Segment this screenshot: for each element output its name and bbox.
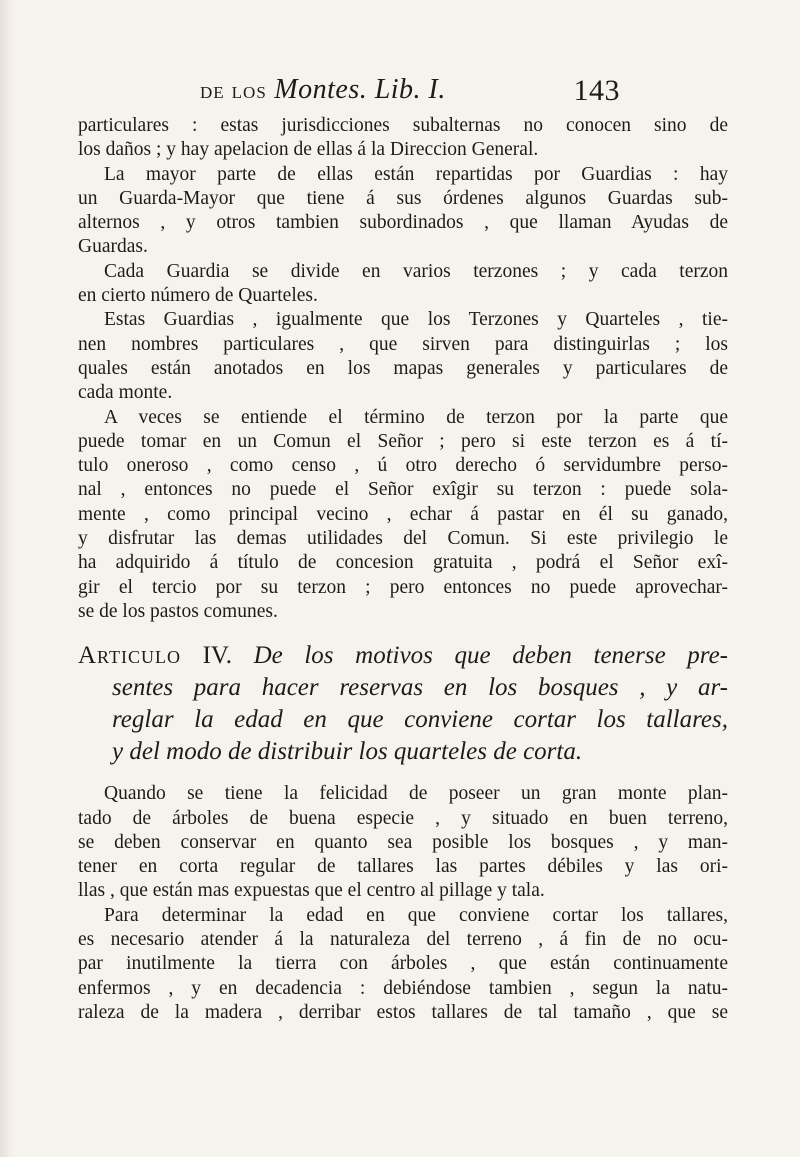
paragraph bbox=[78, 904, 728, 1025]
text-line: alternos , y otros tambien subordinados , que llaman Ayudas de bbox=[78, 212, 728, 234]
text-line: raleza de la madera , derribar estos tallares de tal tamaño , que se bbox=[78, 1001, 728, 1023]
article-label: Articulo bbox=[78, 642, 181, 670]
text-line: La mayor parte de ellas están repartidas por Guardias : hay bbox=[104, 163, 728, 185]
text-line: enfermos , y en decadencia : debiéndose tambien , segun la natu- bbox=[78, 977, 728, 999]
running-head bbox=[200, 74, 620, 114]
text-line: cada monte. bbox=[78, 382, 173, 404]
text-line: los daños ; y hay apelacion de ellas á la Direccion General. bbox=[78, 139, 539, 161]
text-line: tado de árboles de buena especie , y situado en buen terreno, bbox=[78, 807, 728, 829]
text-line: se deben conservar en quanto sea posible los bosques , y man- bbox=[78, 831, 728, 853]
text-line: Estas Guardias , igualmente que los Terzones y Quarteles , tie- bbox=[104, 309, 728, 331]
text-block bbox=[78, 114, 728, 1025]
paragraph bbox=[78, 406, 728, 625]
running-head-prefix: de los bbox=[200, 78, 267, 104]
article-title-line: reglar la edad en que conviene cortar los tallares, bbox=[112, 706, 728, 734]
text-line: particulares : estas jurisdicciones subalternas no conocen sino de bbox=[78, 115, 728, 136]
article-heading-line bbox=[78, 704, 728, 736]
text-line: nen nombres particulares , que sirven para distinguirlas ; los bbox=[78, 333, 728, 355]
article-title-line: y del modo de distribuir los quarteles de corta. bbox=[112, 738, 583, 766]
running-head-title: Montes. Lib. I. bbox=[274, 74, 446, 105]
article-heading-line bbox=[78, 640, 728, 672]
paragraph bbox=[78, 782, 728, 903]
text-line: quales están anotados en los mapas generales y particulares de bbox=[78, 357, 728, 379]
article-heading-line bbox=[78, 672, 728, 704]
text-line: A veces se entiende el término de terzon por la parte que bbox=[104, 406, 728, 428]
paragraph bbox=[78, 114, 728, 163]
text-line: par inutilmente la tierra con árboles , que están continuamente bbox=[78, 953, 728, 975]
text-line: Cada Guardia se divide en varios terzones ; y cada terzon bbox=[104, 260, 728, 282]
article-heading-line bbox=[78, 736, 728, 768]
spine-shadow bbox=[0, 0, 14, 1157]
text-line: Para determinar la edad en que conviene cortar los tallares, bbox=[104, 904, 728, 926]
text-line: gir el tercio por su terzon ; pero entonces no puede aprovechar- bbox=[78, 576, 728, 598]
text-line: Quando se tiene la felicidad de poseer un gran monte plan- bbox=[104, 783, 728, 805]
article-title-line: De los motivos que deben tenerse pre- bbox=[253, 642, 729, 670]
text-line: mente , como principal vecino , echar á pastar en él su ganado, bbox=[78, 503, 728, 525]
text-line: en cierto número de Quarteles. bbox=[78, 285, 318, 307]
text-line: ha adquirido á título de concesion gratuita , podrá el Señor exî- bbox=[78, 552, 728, 574]
text-line: Guardas. bbox=[78, 236, 148, 258]
text-line: puede tomar en un Comun el Señor ; pero si este terzon es á tí- bbox=[78, 430, 728, 452]
text-line: se de los pastos comunes. bbox=[78, 600, 278, 622]
text-line: tulo oneroso , como censo , ú otro derecho ó servidumbre perso- bbox=[78, 455, 728, 477]
running-head-text bbox=[200, 74, 446, 106]
text-line: llas , que están mas expuestas que el centro al pillage y tala. bbox=[78, 880, 545, 902]
text-line: y disfrutar las demas utilidades del Comun. Si este privilegio le bbox=[78, 528, 728, 550]
page-number: 143 bbox=[573, 74, 620, 107]
text-line: un Guarda-Mayor que tiene á sus órdenes algunos Guardas sub- bbox=[78, 187, 728, 209]
text-line: es necesario atender á la naturaleza del terreno , á fin de no ocu- bbox=[78, 929, 728, 951]
article-number: IV. bbox=[202, 642, 232, 670]
text-line: nal , entonces no puede el Señor exîgir su terzon : puede sola- bbox=[78, 479, 728, 501]
article-title-line: sentes para hacer reservas en los bosques , y ar- bbox=[112, 674, 728, 702]
paragraph bbox=[78, 260, 728, 309]
paragraph bbox=[78, 308, 728, 405]
text-line: tener en corta regular de tallares las partes débiles y las ori- bbox=[78, 856, 728, 878]
article-heading bbox=[78, 640, 728, 768]
paragraph bbox=[78, 163, 728, 260]
